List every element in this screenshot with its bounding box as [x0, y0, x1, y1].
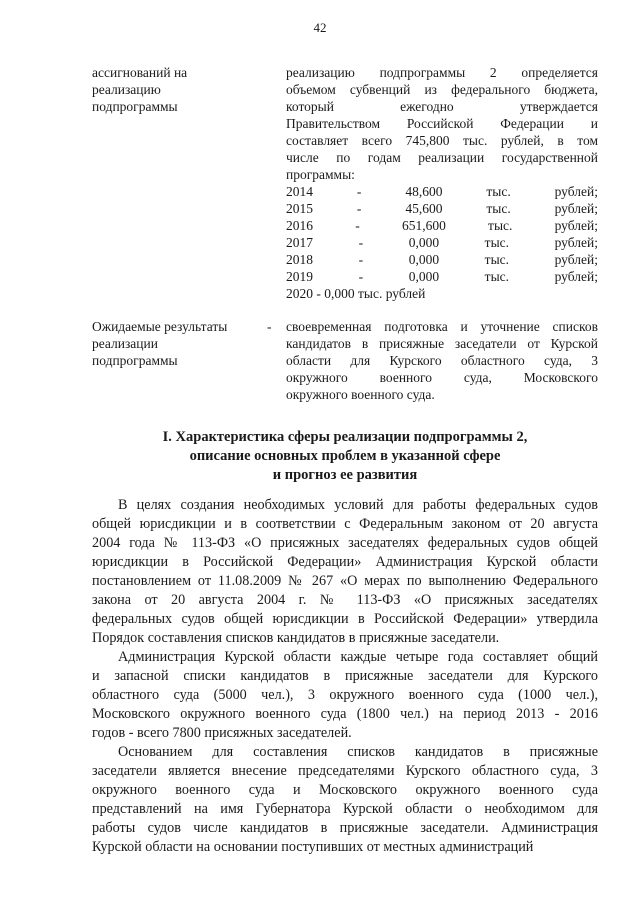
heading-line: I. Характеристика сферы реализации подпрограммы 2, [162, 429, 528, 445]
passport-row-financing [92, 64, 598, 314]
value-line: объемом субвенций из федерального бюджета, [286, 82, 598, 97]
text-line: 2004 года № 113-ФЗ «О присяжных заседателях федеральных судов общей [92, 535, 598, 551]
paragraph [92, 648, 598, 743]
text-line: областного суда (5000 чел.), 3 окружного военного суда (1000 чел.), [92, 687, 598, 703]
text-line: постановлением от 11.08.2009 № 267 «О мерах по выполнению Федерального [92, 573, 598, 589]
value-line: 2014 - 48,600 тыс. рублей; [286, 184, 598, 199]
text-line: окружного военного суда и Московского окружного военного суда [92, 782, 598, 798]
passport-row-value [286, 318, 598, 403]
value-line: области для Курского областного суда, 3 [286, 353, 598, 368]
text-line: В целях создания необходимых условий для работы федеральных судов [118, 497, 598, 513]
passport-row-label [92, 64, 272, 115]
page-number: 42 [313, 20, 327, 35]
text-line: юрисдикции в Российской Федерации» Администрация Курской области [92, 554, 598, 570]
body-text [92, 496, 598, 857]
value-line: 2019 - 0,000 тыс. рублей; [286, 269, 598, 284]
value-line: Правительством Российской Федерации и [286, 116, 598, 131]
text-line: заседатели является внесение председателями Курского областного суда, 3 [92, 763, 598, 779]
text-line: Порядок составления списков кандидатов в присяжные заседатели. [92, 630, 500, 646]
label-line: реализации [92, 336, 158, 351]
value-line: 2020 - 0,000 тыс. рублей [286, 286, 426, 301]
value-line: составляет всего 745,800 тыс. рублей, в том [286, 133, 598, 148]
text-line: закона от 20 августа 2004 г. № 113-ФЗ «О присяжных заседателях [92, 592, 598, 608]
passport-row-label [92, 318, 272, 369]
row-dash: - [267, 319, 272, 334]
text-line: Администрация Курской области каждые четыре года составляет общий [118, 649, 598, 665]
section-heading [92, 428, 598, 485]
text-line: Курской области на основании поступивших от местных администраций [92, 839, 534, 855]
text-line: представлений на имя Губернатора Курской области о необходимом для [92, 801, 598, 817]
text-line: федеральных судов общей юрисдикции в Российской Федерации» утвердила [92, 611, 598, 627]
label-line: ассигнований на [92, 65, 188, 80]
value-line: окружного военного суда, Московского [286, 370, 598, 385]
paragraph [92, 496, 598, 648]
paragraph [92, 743, 598, 857]
passport-row-results [92, 318, 598, 408]
text-line: общей юрисдикции и в соответствии с Федеральным законом от 20 августа [92, 516, 598, 532]
value-line: 2016 - 651,600 тыс. рублей; [286, 218, 598, 233]
text-line: и запасной списки кандидатов в присяжные заседатели для Курского [92, 668, 598, 684]
value-line: окружного военного суда. [286, 387, 435, 402]
value-line: реализацию подпрограммы 2 определяется [286, 65, 598, 80]
value-line: 2017 - 0,000 тыс. рублей; [286, 235, 598, 250]
heading-line: и прогноз ее развития [272, 467, 418, 483]
text-line: Основанием для составления списков кандидатов в присяжные [118, 744, 598, 760]
text-line: работы судов числе кандидатов в присяжные заседатели. Администрация [92, 820, 598, 836]
value-line: 2015 - 45,600 тыс. рублей; [286, 201, 598, 216]
text-line: годов - всего 7800 присяжных заседателей. [92, 725, 352, 741]
label-line: подпрограммы [92, 353, 178, 368]
heading-line: описание основных проблем в указанной сфере [189, 448, 501, 464]
text-line: Московского окружного военного суда (1800 чел.) на период 2013 - 2016 [92, 706, 598, 722]
label-line: реализацию [92, 82, 161, 97]
value-line: числе по годам реализации государственной [286, 150, 598, 165]
value-line: 2018 - 0,000 тыс. рублей; [286, 252, 598, 267]
value-line: кандидатов в присяжные заседатели от Курской [286, 336, 598, 351]
value-line: своевременная подготовка и уточнение списков [286, 319, 598, 334]
label-line: подпрограммы [92, 99, 178, 114]
label-line: Ожидаемые результаты [92, 319, 228, 334]
passport-row-value [286, 64, 598, 302]
value-line: который ежегодно утверждается [286, 99, 598, 114]
value-line: программы: [286, 167, 355, 182]
